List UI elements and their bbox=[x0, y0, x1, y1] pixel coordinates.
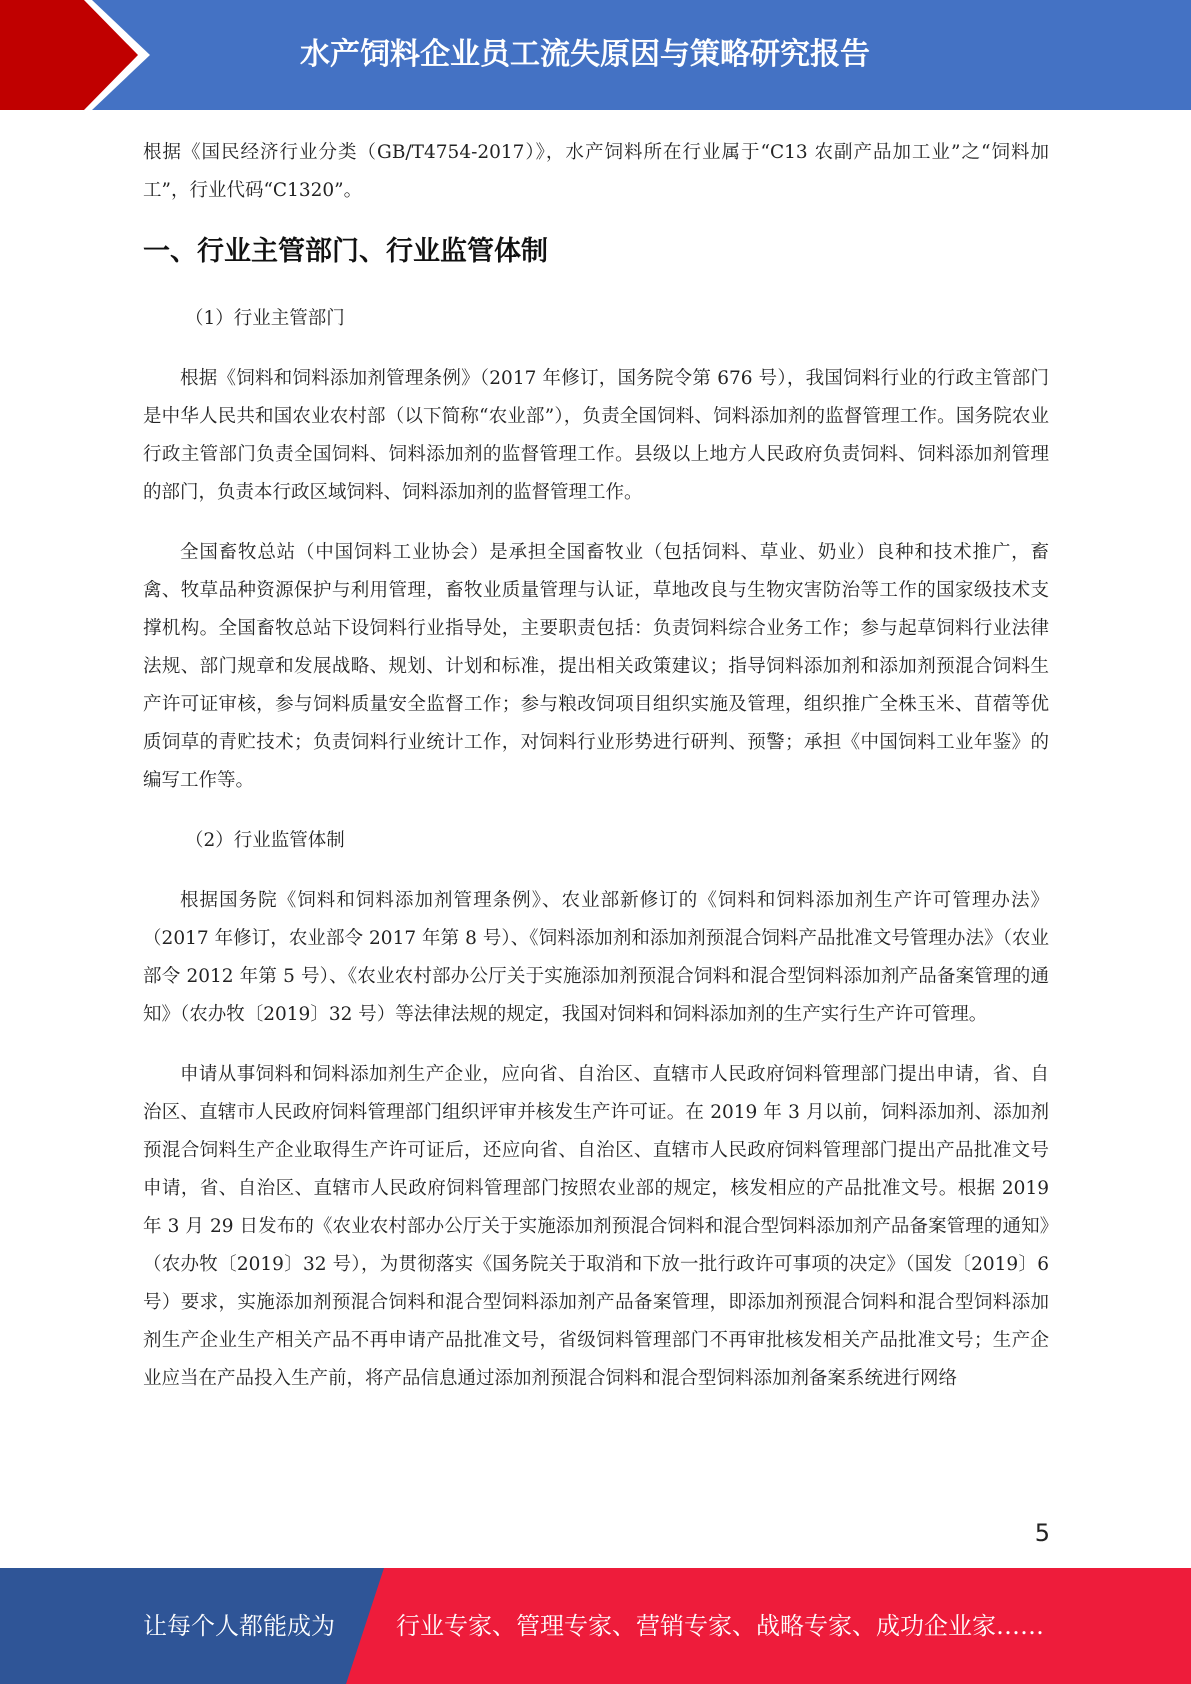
footer-slogan-right: 行业专家、管理专家、营销专家、战略专家、成功企业家…… bbox=[396, 1612, 1044, 1640]
page-number: 5 bbox=[1034, 1519, 1050, 1547]
paragraph-authority: 根据《饲料和饲料添加剂管理条例》（2017 年修订，国务院令第 676 号），我国饲料行业的行政主管部门是中华人民共和国农业农村部（以下简称“农业部”），负责全国饲料、饲料添加剂的监督管理工作。国务院农业行政主管部门负责全国饲料、饲料添加剂的监督管理工作。县级以上地方人民政府负责饲料、饲料添加剂管理的部门，负责本行政区域饲料、饲料添加剂的监督管理工作。 bbox=[143, 368, 1049, 503]
page-content bbox=[143, 134, 1049, 1420]
header-chevron-decoration bbox=[0, 0, 160, 110]
footer-banner bbox=[0, 1568, 1191, 1684]
chevron-red-shape bbox=[0, 0, 138, 110]
footer-slogan-left: 让每个人都能成为 bbox=[143, 1612, 335, 1640]
paragraph-regulation: 根据国务院《饲料和饲料添加剂管理条例》、农业部新修订的《饲料和饲料添加剂生产许可管理办法》（2017 年修订，农业部令 2017 年第 8 号）、《饲料添加剂和添加剂预混合饲料产品批准文号管理办法》（农业部令 2012 年第 5 号）、《农业农村部办公厅关于实施添加剂预混合饲料和混合型饲料添加剂产品备案管理的通知》（农办牧〔2019〕32 号）等法律法规的规定，我国对饲料和饲料添加剂的生产实行生产许可管理。 bbox=[143, 890, 1049, 1025]
paragraph-license-application: 申请从事饲料和饲料添加剂生产企业，应向省、自治区、直辖市人民政府饲料管理部门提出申请，省、自治区、直辖市人民政府饲料管理部门组织评审并核发生产许可证。在 2019 年 3 月以前，饲料添加剂、添加剂预混合饲料生产企业取得生产许可证后，还应向省、自治区、直辖市人民政府饲料管理部门提出产品批准文号申请，省、自治区、直辖市人民政府饲料管理部门按照农业部的规定，核发相应的产品批准文号。根据 2019 年 3 月 29 日发布的《农业农村部办公厅关于实施添加剂预混合饲料和混合型饲料添加剂产品备案管理的通知》（农办牧〔2019〕32 号），为贯彻落实《国务院关于取消和下放一批行政许可事项的决定》（国发〔2019〕6 号）要求，实施添加剂预混合饲料和混合型饲料添加剂产品备案管理，即添加剂预混合饲料和混合型饲料添加剂生产企业生产相关产品不再申请产品批准文号，省级饲料管理部门不再审批核发相关产品批准文号；生产企业应当在产品投入生产前，将产品信息通过添加剂预混合饲料和混合型饲料添加剂备案系统进行网络 bbox=[143, 1064, 1049, 1389]
document-title: 水产饲料企业员工流失原因与策略研究报告 bbox=[300, 37, 870, 72]
subsection-heading-2: （2）行业监管体制 bbox=[185, 830, 345, 851]
header-band bbox=[0, 0, 1191, 110]
intro-paragraph: 根据《国民经济行业分类（GB/T4754-2017）》，水产饲料所在行业属于“C13 农副产品加工业”之“饲料加工”，行业代码“C1320”。 bbox=[143, 142, 1049, 201]
paragraph-livestock-station: 全国畜牧总站（中国饲料工业协会）是承担全国畜牧业（包括饲料、草业、奶业）良种和技术推广，畜禽、牧草品种资源保护与利用管理，畜牧业质量管理与认证，草地改良与生物灾害防治等工作的国家级技术支撑机构。全国畜牧总站下设饲料行业指导处，主要职责包括：负责饲料综合业务工作；参与起草饲料行业法律法规、部门规章和发展战略、规划、计划和标准，提出相关政策建议；指导饲料添加剂和添加剂预混合饲料生产许可证审核，参与饲料质量安全监督工作；参与粮改饲项目组织实施及管理，组织推广全株玉米、苜蓿等优质饲草的青贮技术；负责饲料行业统计工作，对饲料行业形势进行研判、预警；承担《中国饲料工业年鉴》的编写工作等。 bbox=[143, 542, 1049, 791]
subsection-heading-1: （1）行业主管部门 bbox=[185, 308, 345, 329]
section-heading: 一、行业主管部门、行业监管体制 bbox=[143, 236, 548, 267]
